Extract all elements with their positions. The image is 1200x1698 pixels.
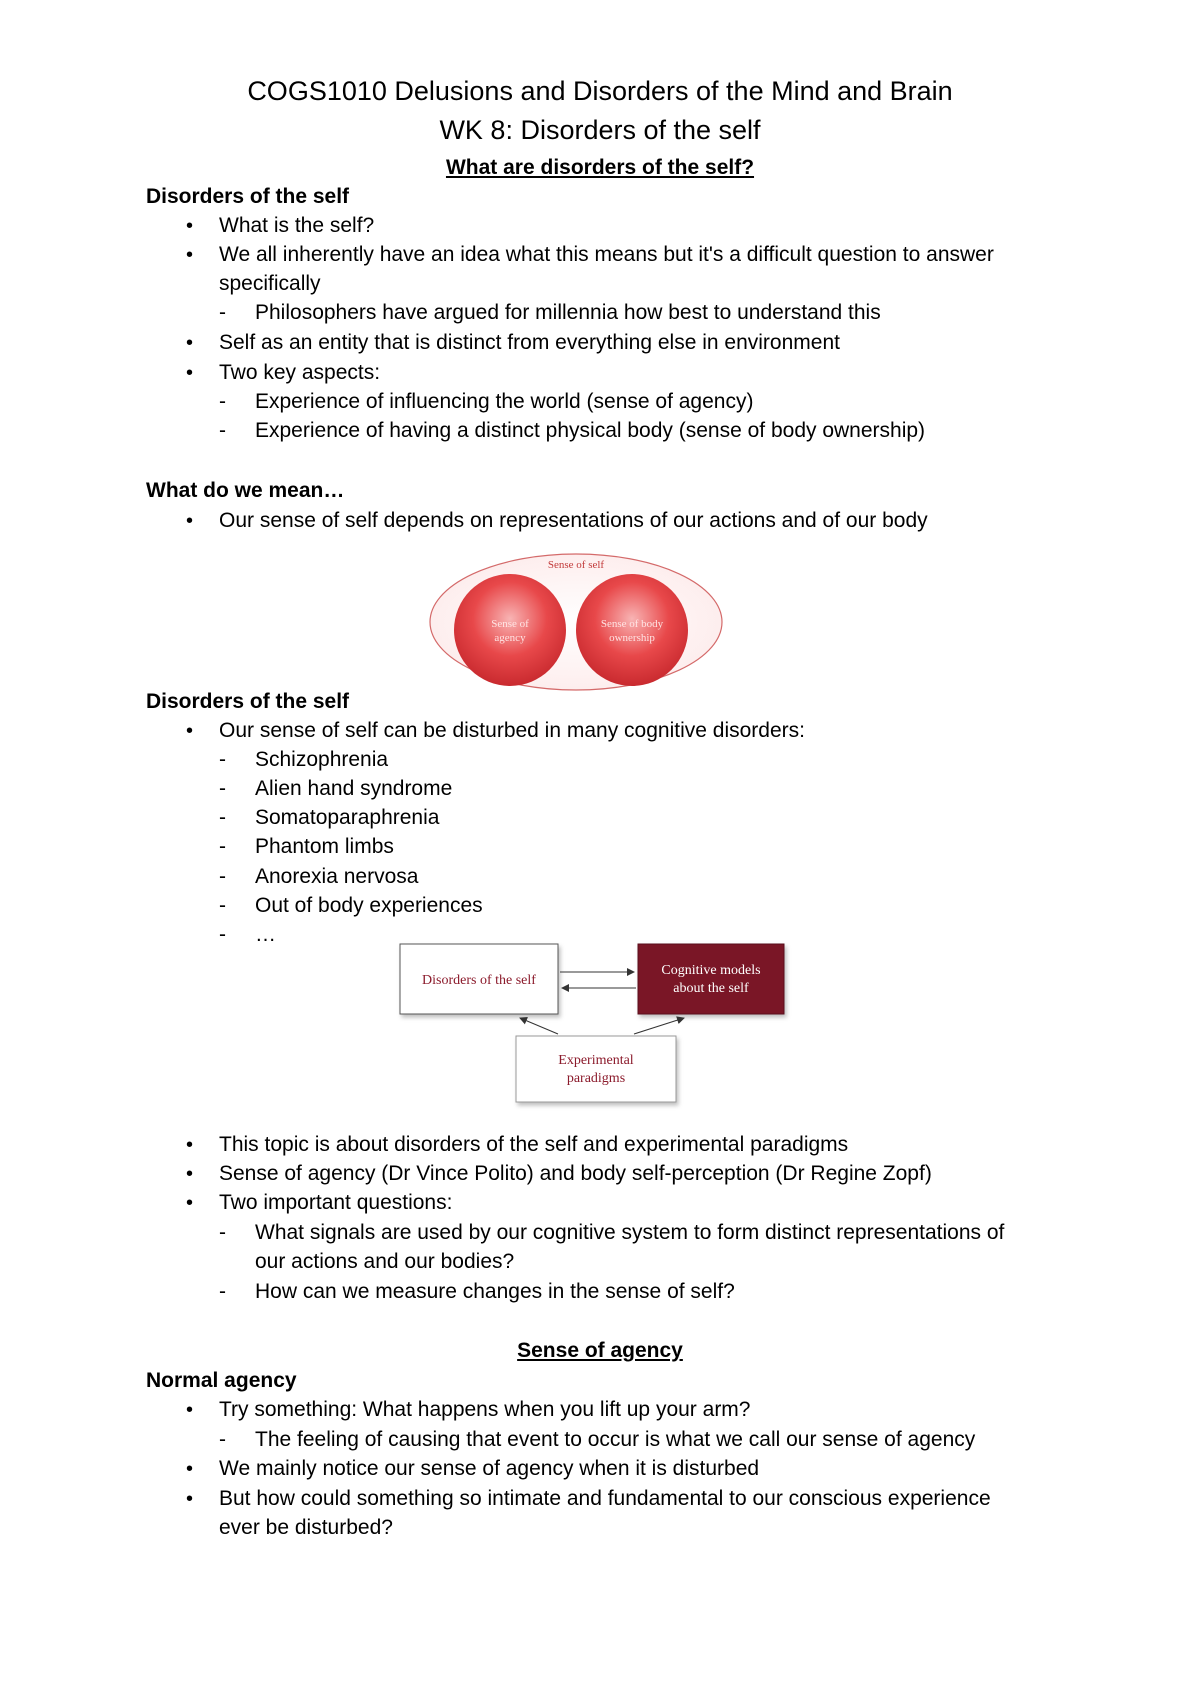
- arrow-up-right: [634, 1018, 684, 1034]
- dash-marker: -: [219, 777, 226, 800]
- list-item: But how could something so intimate and fundamental to our conscious experience: [219, 1487, 991, 1510]
- sub-list-item-continued: our actions and our bodies?: [255, 1250, 515, 1273]
- dash-marker: -: [219, 865, 226, 888]
- disorder-item: Out of body experiences: [255, 894, 483, 917]
- disorder-item: Alien hand syndrome: [255, 777, 453, 800]
- bullet-marker: •: [186, 1192, 194, 1214]
- document-title: COGS1010 Delusions and Disorders of the Mind and Brain: [247, 76, 953, 106]
- agency-label-1: Sense of: [491, 618, 529, 630]
- subheading-disorders-1: Disorders of the self: [146, 185, 350, 208]
- sub-list-item: Experience of influencing the world (sense of agency): [255, 390, 754, 413]
- bullet-marker: •: [186, 1134, 194, 1156]
- dash-marker: -: [219, 1428, 226, 1451]
- list-item: We mainly notice our sense of agency when it is disturbed: [219, 1457, 760, 1480]
- list-item-continued: specifically: [219, 272, 321, 295]
- sub-list-item: Experience of having a distinct physical body (sense of body ownership): [255, 419, 926, 442]
- list-item: Two key aspects:: [219, 361, 381, 384]
- document-subtitle: WK 8: Disorders of the self: [439, 115, 761, 145]
- dash-marker: -: [219, 301, 226, 324]
- bullet-marker: •: [186, 244, 194, 266]
- sub-list-item: The feeling of causing that event to occur is what we call our sense of agency: [255, 1428, 976, 1451]
- section-heading-agency: Sense of agency: [517, 1339, 683, 1362]
- list-item: This topic is about disorders of the self and experimental paradigms: [219, 1133, 849, 1156]
- dash-marker: -: [219, 1280, 226, 1303]
- bullet-marker: •: [186, 510, 194, 532]
- sub-list-item: How can we measure changes in the sense of self?: [255, 1280, 735, 1303]
- experimental-paradigms-box: [516, 1036, 676, 1102]
- disorder-item: Anorexia nervosa: [255, 865, 419, 888]
- dash-marker: -: [219, 419, 226, 442]
- cognitive-models-box: [638, 944, 784, 1014]
- dash-marker: -: [219, 1221, 226, 1244]
- dash-marker: -: [219, 806, 226, 829]
- disorder-item: Schizophrenia: [255, 748, 389, 771]
- sub-list-item: Philosophers have argued for millennia how best to understand this: [255, 301, 881, 324]
- subheading-normal-agency: Normal agency: [146, 1369, 297, 1392]
- dash-marker: -: [219, 923, 226, 946]
- bullet-marker: •: [186, 215, 194, 237]
- bullet-marker: •: [186, 1458, 194, 1480]
- experimental-label-1: Experimental: [558, 1053, 634, 1068]
- bullet-marker: •: [186, 362, 194, 384]
- bullet-marker: •: [186, 1399, 194, 1421]
- body-ownership-circle: [576, 574, 688, 686]
- agency-circle: [454, 574, 566, 686]
- dash-marker: -: [219, 390, 226, 413]
- experimental-label-2: paradigms: [566, 1071, 626, 1086]
- list-item: Our sense of self can be disturbed in many cognitive disorders:: [219, 719, 805, 742]
- arrow-up-left: [520, 1018, 558, 1034]
- list-item: What is the self?: [219, 214, 375, 237]
- agency-label-2: agency: [494, 632, 526, 644]
- bullet-marker: •: [186, 332, 194, 354]
- list-item: Self as an entity that is distinct from everything else in environment: [219, 331, 840, 354]
- bullet-marker: •: [186, 720, 194, 742]
- list-item: Try something: What happens when you lift up your arm?: [219, 1398, 751, 1421]
- disorder-item: Somatoparaphrenia: [255, 806, 440, 829]
- section-heading-what-are: What are disorders of the self?: [445, 156, 755, 179]
- list-item-continued: ever be disturbed?: [219, 1516, 393, 1539]
- sub-list-item: What signals are used by our cognitive system to form distinct representations of: [255, 1221, 1005, 1244]
- disorder-item: Phantom limbs: [255, 835, 394, 858]
- subheading-what-mean: What do we mean…: [146, 479, 345, 502]
- cognitive-models-label-1: Cognitive models: [661, 963, 761, 978]
- flow-diagram: [398, 942, 798, 1112]
- cognitive-models-label-2: about the self: [673, 981, 749, 996]
- sense-of-self-diagram: [426, 548, 726, 698]
- outer-oval-label: Sense of self: [547, 559, 605, 571]
- body-label-2: ownership: [609, 632, 655, 644]
- list-item: Two important questions:: [219, 1191, 453, 1214]
- dash-marker: -: [219, 748, 226, 771]
- list-item: We all inherently have an idea what this means but it's a difficult question to answer: [219, 243, 994, 266]
- subheading-disorders-2: Disorders of the self: [146, 690, 350, 713]
- disorder-item: …: [255, 923, 276, 946]
- list-item: Sense of agency (Dr Vince Polito) and body self-perception (Dr Regine Zopf): [219, 1162, 932, 1185]
- list-item: Our sense of self depends on representations of our actions and of our body: [219, 509, 928, 532]
- body-label-1: Sense of body: [600, 618, 664, 630]
- bullet-marker: •: [186, 1163, 194, 1185]
- bullet-marker: •: [186, 1488, 194, 1510]
- dash-marker: -: [219, 894, 226, 917]
- disorders-box-label: Disorders of the self: [422, 973, 536, 988]
- dash-marker: -: [219, 835, 226, 858]
